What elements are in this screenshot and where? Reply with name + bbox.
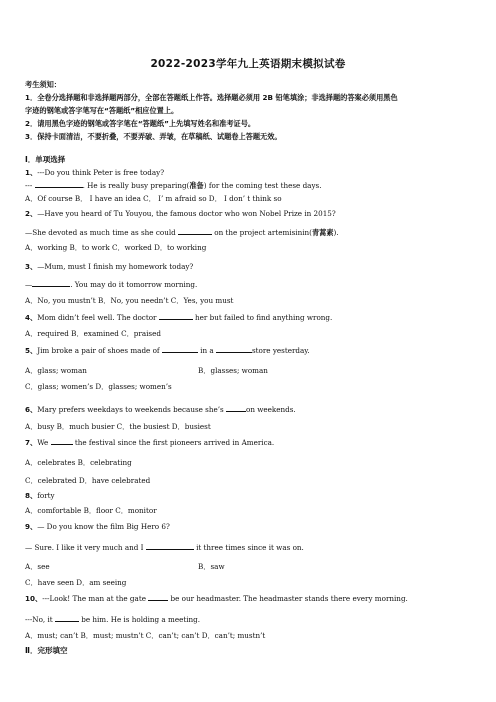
q2-options: A．working B．to work C．worked D．to working xyxy=(25,243,207,252)
q3-line2-end: . You may do it tomorrow morning. xyxy=(70,280,198,289)
q4-blank xyxy=(159,313,193,320)
q10-stem-end: be our headmaster. The headmaster stands there every morning. xyxy=(168,594,408,603)
q8-stem xyxy=(25,491,55,500)
q9-number: 9、 xyxy=(25,522,38,531)
q3-stem xyxy=(25,262,193,271)
q1-line2-start: --- xyxy=(25,181,35,190)
q1-line2-mid: . He is really busy preparing( xyxy=(82,181,190,190)
q3-options: A．No, you mustn’t B．No, you needn’t C．Yes, you must xyxy=(25,296,234,305)
q8-stem-text: forty xyxy=(37,491,55,500)
q2-line2-gloss: 青蒿素 xyxy=(311,228,334,237)
q4-stem-end: her but failed to find anything wrong. xyxy=(192,313,333,322)
q2-line2-mid: on the project artemisinin( xyxy=(212,228,312,237)
q1-number: 1、 xyxy=(25,168,38,177)
q5-blank-2 xyxy=(216,346,252,353)
q9-stem xyxy=(25,522,170,531)
q9-blank xyxy=(146,543,194,550)
q10-stem xyxy=(25,594,408,603)
q9-line2 xyxy=(25,543,304,552)
q3-line2-start: — xyxy=(25,280,33,289)
q9-line2-end: it three times since it was on. xyxy=(193,543,304,552)
q9-option-b: B．saw xyxy=(198,562,225,571)
q6-options: A．busy B．much busier C．the busiest D．busiest xyxy=(25,422,211,431)
q8-number: 8、 xyxy=(25,491,38,500)
q5-stem-start: Jim broke a pair of shoes made of xyxy=(37,346,162,355)
q1-line2-gloss: 准备 xyxy=(189,181,204,190)
q2-line2-end: ). xyxy=(333,228,339,237)
q2-line2 xyxy=(25,228,339,237)
page-title: 2022-2023学年九上英语期末模拟试卷 xyxy=(150,58,346,70)
section-1-heading: Ⅰ．单项选择 xyxy=(25,155,66,164)
q5-option-a: A．glass; woman xyxy=(25,366,87,375)
q10-blank-2 xyxy=(55,615,79,622)
q2-blank xyxy=(178,228,212,235)
q3-blank xyxy=(32,280,70,287)
q7-options-ab: A．celebrates B．celebrating xyxy=(25,458,132,467)
q6-blank xyxy=(226,405,246,412)
q5-number: 5、 xyxy=(25,346,38,355)
notice-item-1-cont: 字迹的钢笔或答字笔写在“答题纸”相应位置上。 xyxy=(25,106,179,115)
q4-stem-start: Mom didn’t feel well. The doctor xyxy=(37,313,159,322)
q10-number: 10、 xyxy=(25,594,43,603)
q2-stem xyxy=(25,209,336,218)
q9-options-cd: C．have seen D．am seeing xyxy=(25,578,127,587)
q7-options-cd: C．celebrated D．have celebrated xyxy=(25,476,151,485)
q5-stem xyxy=(25,346,310,355)
q3-line2 xyxy=(25,280,197,289)
q1-stem xyxy=(25,168,164,177)
q5-option-b: B．glasses; woman xyxy=(198,366,268,375)
q6-stem-start: Mary prefers weekdays to weekends because she’s xyxy=(37,405,226,414)
q4-stem xyxy=(25,313,332,322)
notice-item-2: 2．请用黑色字迹的钢笔或答字笔在“答题纸”上先填写姓名和准考证号。 xyxy=(25,119,256,128)
q6-stem xyxy=(25,405,296,414)
q5-options-cd: C．glass; women’s D．glasses; women’s xyxy=(25,382,172,391)
q2-number: 2、 xyxy=(25,209,38,218)
q1-line2-end: ) for the coming test these days. xyxy=(203,181,322,190)
q8-options: A．comfortable B．floor C．monitor xyxy=(25,506,157,515)
q10-blank-1 xyxy=(148,594,168,601)
q5-stem-mid: in a xyxy=(197,346,216,355)
notice-item-3: 3．保持卡面清洁，不要折叠，不要弄破、弄皱，在草稿纸、试题卷上答题无效。 xyxy=(25,132,282,141)
q9-option-a: A．see xyxy=(25,562,50,571)
q9-line2-start: — Sure. I like it very much and I xyxy=(25,543,146,552)
q7-number: 7、 xyxy=(25,438,38,447)
q9-stem-text: — Do you know the film Big Hero 6? xyxy=(37,522,170,531)
q10-line2-start: ---No, it xyxy=(25,615,55,624)
q4-options: A．required B．examined C．praised xyxy=(25,329,161,338)
q10-line2-end: be him. He is holding a meeting. xyxy=(78,615,201,624)
q1-blank xyxy=(35,181,83,188)
notice-item-1: 1．全卷分选择题和非选择题两部分，全部在答题纸上作答。选择题必须用 2B 铅笔填涂；非选择题的答案必须用黑色 xyxy=(25,93,398,102)
q2-stem-text: —Have you heard of Tu Youyou, the famous doctor who won Nobel Prize in 2015? xyxy=(37,209,336,218)
q3-stem-text: —Mum, must I finish my homework today? xyxy=(37,262,194,271)
q5-stem-end: store yesterday. xyxy=(251,346,310,355)
q5-blank-1 xyxy=(162,346,198,353)
q6-stem-end: on weekends. xyxy=(246,405,296,414)
q1-line2 xyxy=(25,181,322,190)
q7-stem-start: We xyxy=(37,438,51,447)
q10-options: A．must; can’t B．must; mustn’t C．can’t; can’t D．can’t; mustn’t xyxy=(25,631,266,640)
section-2-heading: Ⅱ．完形填空 xyxy=(25,646,68,655)
q2-line2-start: —She devoted as much time as she could xyxy=(25,228,179,237)
q4-number: 4、 xyxy=(25,313,38,322)
q7-stem-end: the festival since the first pioneers arrived in America. xyxy=(72,438,275,447)
q7-blank xyxy=(51,438,73,445)
q1-stem-text: ---Do you think Peter is free today? xyxy=(37,168,165,177)
q10-stem-start: ---Look! The man at the gate xyxy=(42,594,149,603)
q6-number: 6、 xyxy=(25,405,38,414)
notice-heading: 考生须知： xyxy=(25,80,61,89)
q1-options: A．Of course B． I have an idea C． I’ m afraid so D． I don’ t think so xyxy=(25,194,282,203)
q7-stem xyxy=(25,438,274,447)
q10-line2 xyxy=(25,615,200,624)
q3-number: 3、 xyxy=(25,262,38,271)
